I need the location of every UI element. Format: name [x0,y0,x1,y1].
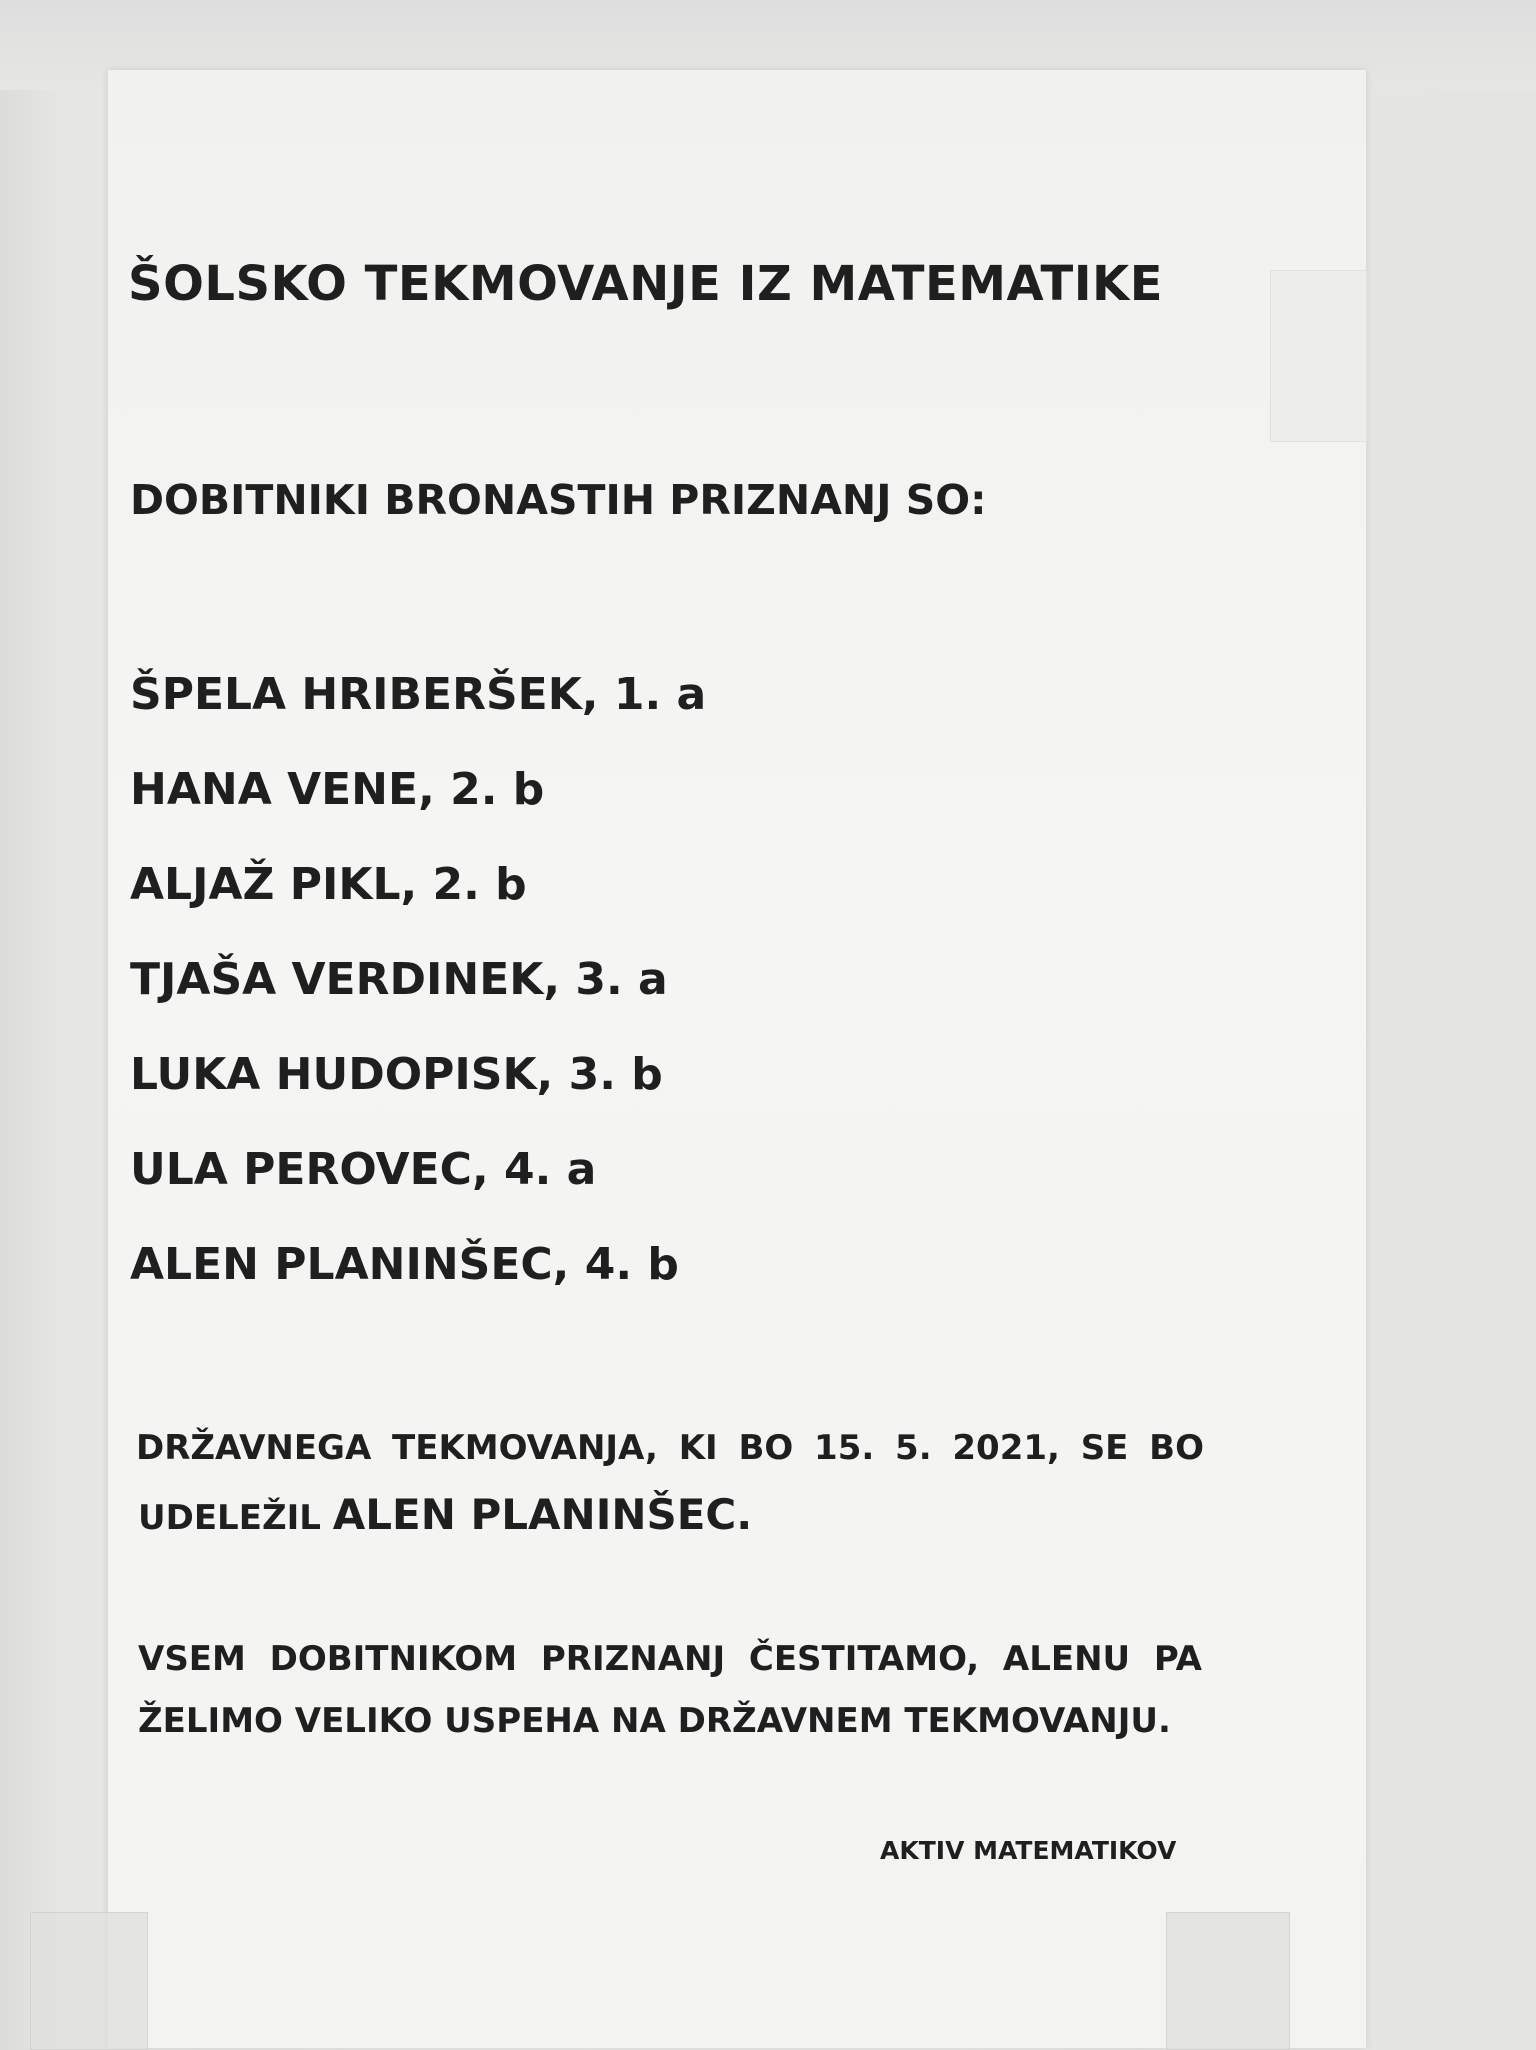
winner-item: ALEN PLANINŠEC, 4. b [130,1239,679,1290]
winners-list [130,665,706,1330]
winner-item: ŠPELA HRIBERŠEK, 1. a [130,669,707,720]
tape-bottom-left [30,1912,148,2050]
signature: AKTIV MATEMATIKOV [880,1836,1177,1865]
tape-top-right [1270,270,1368,442]
winner-item: TJAŠA VERDINEK, 3. a [130,954,668,1005]
congratulations-paragraph: VSEM DOBITNIKOM PRIZNANJ ČESTITAMO, ALENU PA ŽELIMO VELIKO USPEHA NA DRŽAVNEM TEKMOVANJU. [138,1639,1202,1741]
tape-bottom-right [1166,1912,1290,2050]
winner-item: ULA PEROVEC, 4. a [130,1144,597,1195]
notice-title: ŠOLSKO TEKMOVANJE IZ MATEMATIKE [128,256,1164,312]
notice-subtitle: DOBITNIKI BRONASTIH PRIZNANJ SO: [130,476,987,524]
winner-item: ALJAŽ PIKL, 2. b [130,859,527,910]
winner-item: HANA VENE, 2. b [130,764,545,815]
state-competition-line1: DRŽAVNEGA TEKMOVANJA, KI BO 15. 5. 2021, SE BO [136,1428,1204,1468]
state-competition-line2 [138,1490,752,1539]
winner-item: LUKA HUDOPISK, 3. b [130,1049,663,1100]
state-competition-name: ALEN PLANINŠEC. [332,1490,753,1539]
state-competition-prefix: UDELEŽIL [138,1498,321,1538]
